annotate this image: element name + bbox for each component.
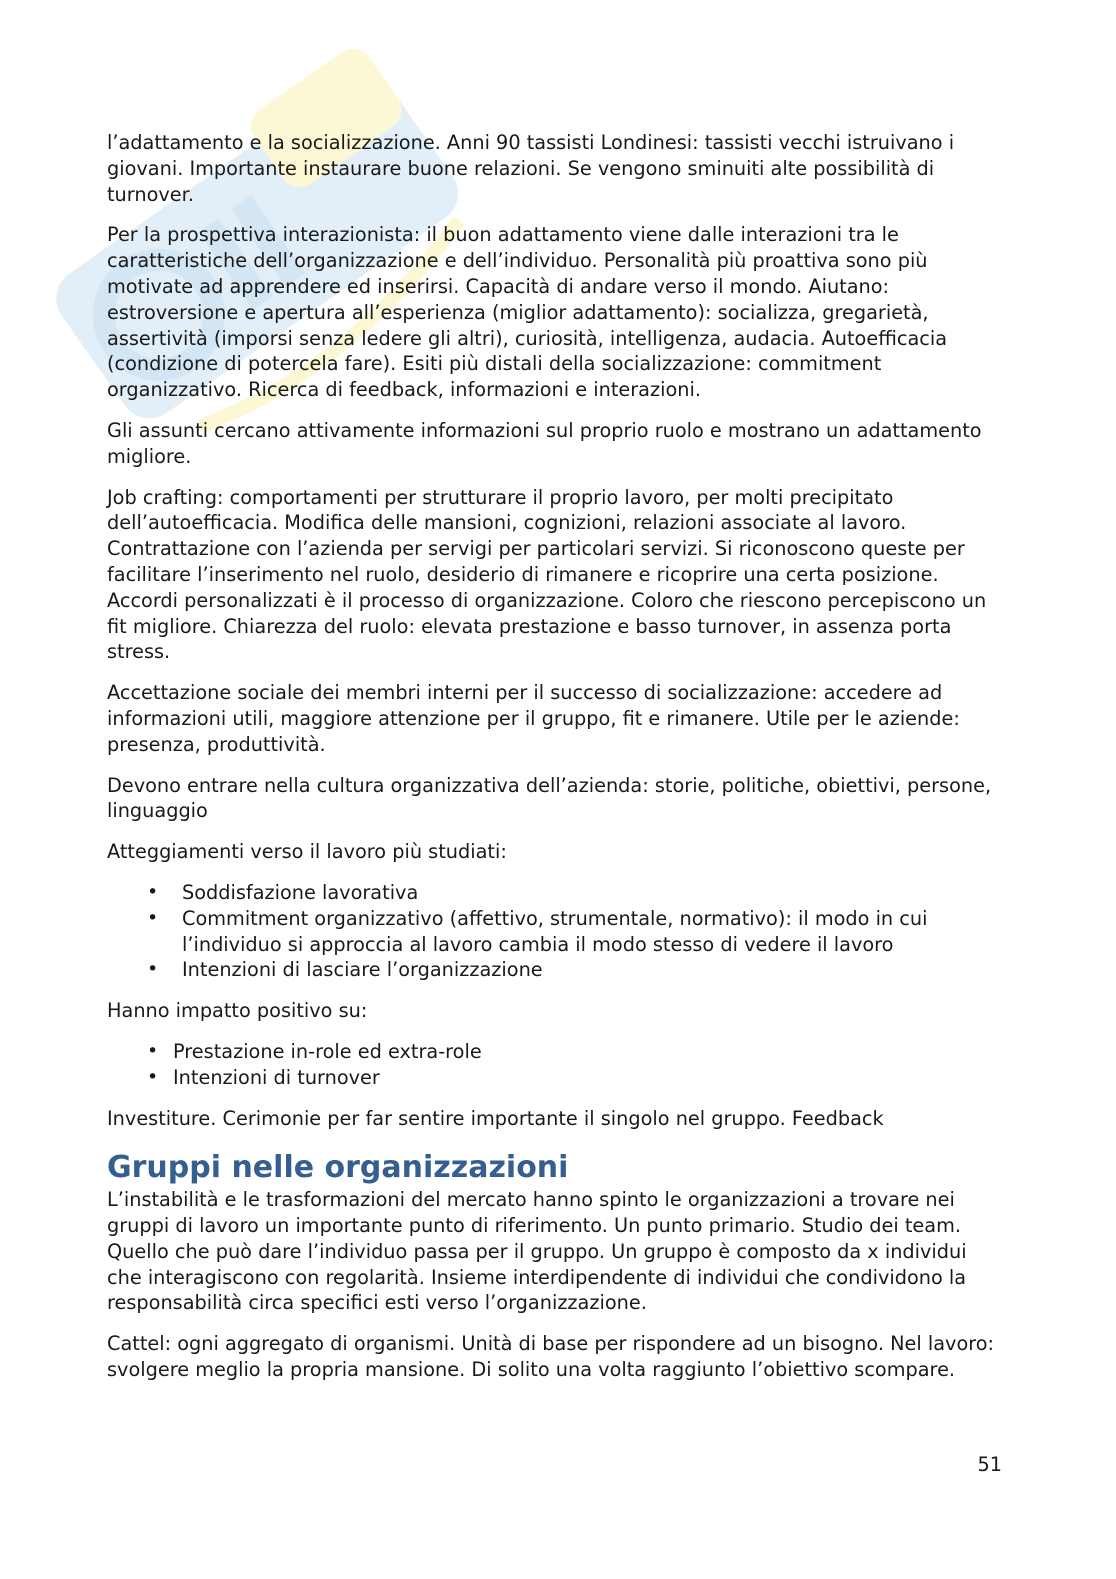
paragraph-atteggiamenti: Atteggiamenti verso il lavoro più studiati: — [107, 840, 507, 864]
paragraph-prospettiva-interazionista: Per la prospettiva interazionista: il buon adattamento viene dalle interazioni tra le caratteristiche dell’organizzazione e dell’individuo. Personalità più proattiva sono più motivate ad apprendere ed inserirsi. Capacità di andare verso il mondo. Aiutano: estroversione e apertura all’esperienza (miglior adattamento): socializza, gregarietà, assertività (imporsi senza ledere gli altri), curiosità, intelligenza, audacia. Autoefficacia (condizione di potercela fare). Esiti più distali della socializzazione: commitment organizzativo. Ricerca di feedback, informazioni e interazioni. — [107, 223, 948, 402]
paragraph-cattel: Cattel: ogni aggregato di organismi. Unità di base per rispondere ad un bisogno. Nel lavoro: svolgere meglio la propria mansione. Di solito una volta raggiunto l’obiettivo scompare. — [107, 1332, 995, 1382]
list-item: • Soddisfazione lavorativa — [107, 880, 1007, 906]
paragraph-adattamento: l’adattamento e la socializzazione. Anni 90 tassisti Londinesi: tassisti vecchi istruivano i giovani. Importante instaurare buone relazioni. Se vengono sminuiti alte possibilità di turnover. — [107, 131, 955, 206]
paragraph-assunti: Gli assunti cercano attivamente informazioni sul proprio ruolo e mostrano un adattamento migliore. — [107, 418, 982, 468]
list-item: • Intenzioni di turnover — [107, 1065, 1007, 1091]
page-body — [107, 130, 1007, 1398]
impact-list — [107, 1039, 1007, 1091]
paragraph-cultura-organizzativa: Devono entrare nella cultura organizzativa dell’azienda: storie, politiche, obiettivi, persone, linguaggio — [107, 773, 992, 823]
paragraph-investiture: Investiture. Cerimonie per far sentire importante il singolo nel gruppo. Feedback — [107, 1106, 884, 1130]
list-item: • Intenzioni di lasciare l’organizzazione — [107, 957, 1007, 983]
section-heading: Gruppi nelle organizzazioni — [107, 1150, 569, 1186]
page-number: 51 — [977, 1453, 1002, 1476]
paragraph-impatto-positivo: Hanno impatto positivo su: — [107, 999, 368, 1023]
attitudes-list — [107, 880, 1007, 983]
list-item: • Prestazione in-role ed extra-role — [107, 1039, 1007, 1065]
paragraph-accettazione-sociale: Accettazione sociale dei membri interni per il successo di socializzazione: accedere ad informazioni utili, maggiore attenzione per il gruppo, fit e rimanere. Utile per le aziende: presenza, produttività. — [107, 681, 960, 756]
paragraph-instabilita: L’instabilità e le trasformazioni del mercato hanno spinto le organizzazioni a trovare nei gruppi di lavoro un importante punto di riferimento. Un punto primario. Studio dei team. Quello che può dare l’individuo passa per il gruppo. Un gruppo è composto da x individui che interagiscono con regolarità. Insieme interdipendente di individui che condividono la responsabilità circa specifici esti verso l’organizzazione. — [107, 1188, 967, 1315]
list-item: • Commitment organizzativo (affettivo, strumentale, normativo): il modo in cui l’individuo si approccia al lavoro cambia il modo stesso di vedere il lavoro — [107, 906, 1007, 958]
paragraph-job-crafting: Job crafting: comportamenti per strutturare il proprio lavoro, per molti precipitato dell’autoefficacia. Modifica delle mansioni, cognizioni, relazioni associate al lavoro. Contrattazione con l’azienda per servigi per particolari servizi. Si riconoscono queste per facilitare l’inserimento nel ruolo, desiderio di rimanere e ricoprire una certa posizione. Accordi personalizzati è il processo di organizzazione. Coloro che riescono percepiscono un fit migliore. Chiarezza del ruolo: elevata prestazione e basso turnover, in assenza porta stress. — [107, 485, 987, 664]
